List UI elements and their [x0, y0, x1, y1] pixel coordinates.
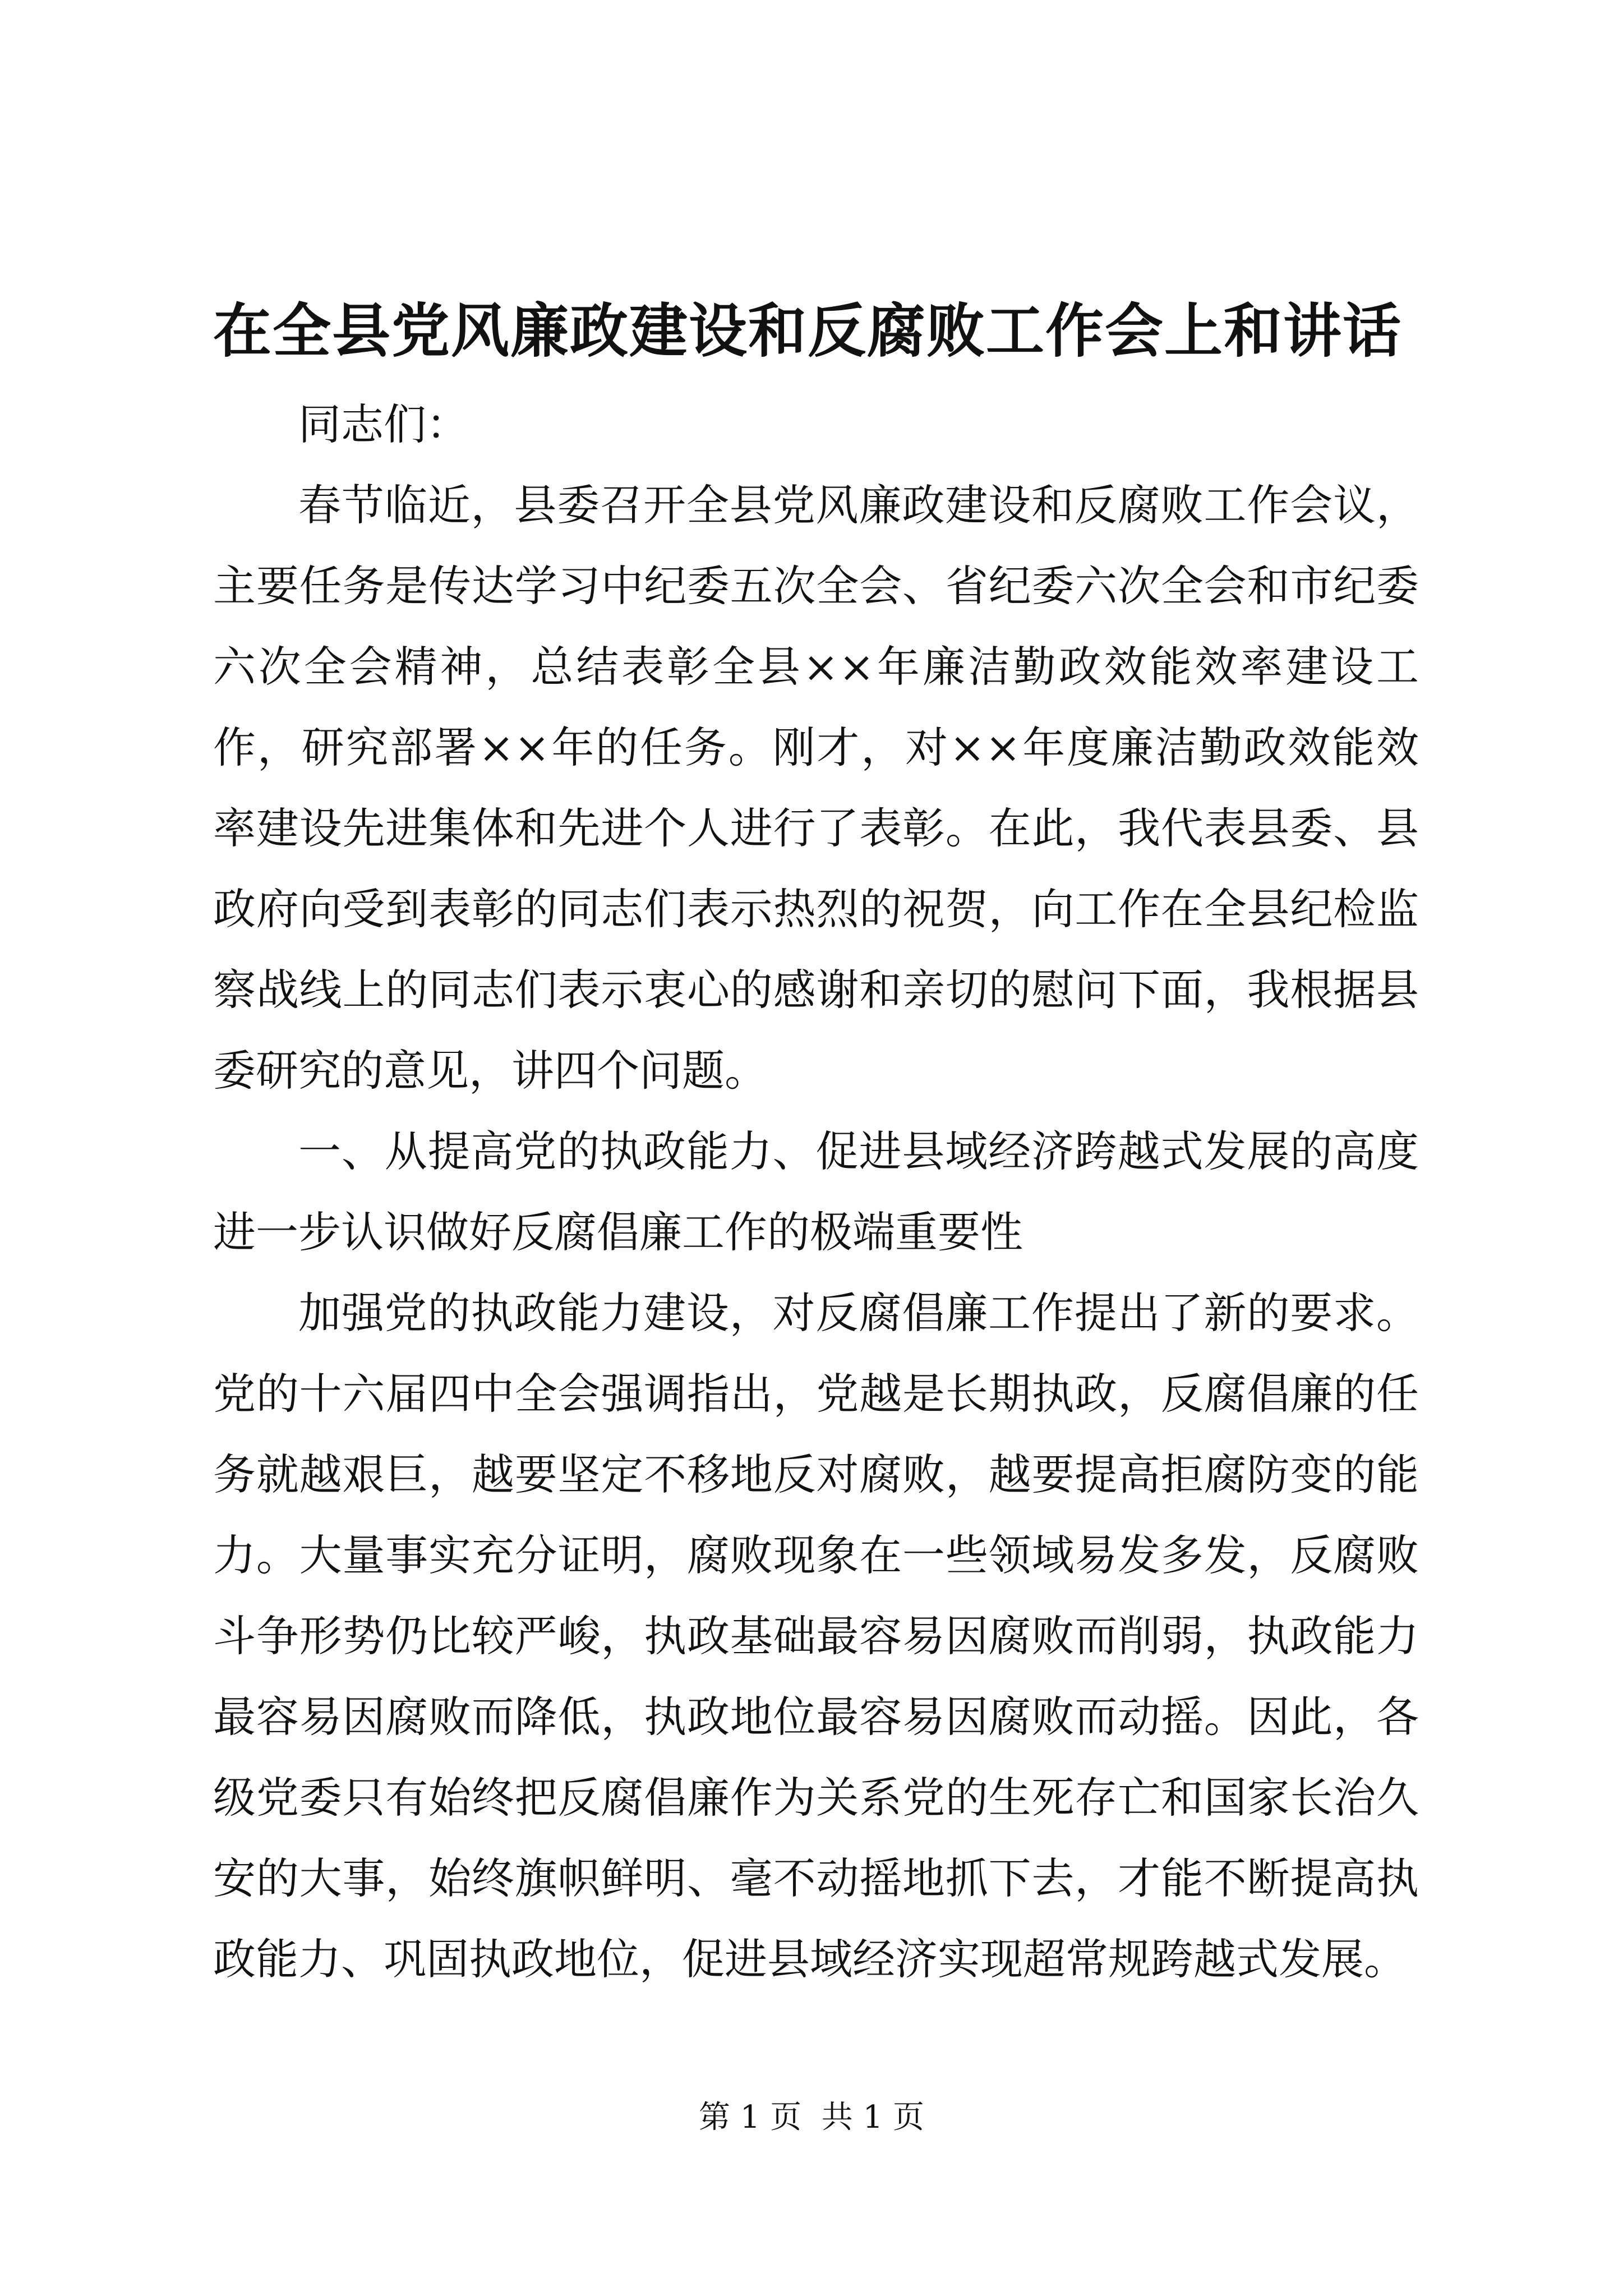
document-title: 在全县党风廉政建设和反腐败工作会上和讲话 — [213, 296, 1403, 365]
page-footer: 第 1 页 共 1 页 — [698, 2099, 925, 2136]
intro-paragraph: 春节临近，县委召开全县党风廉政建设和反腐败工作会议，主要任务是传达学习中纪委五次全会、省纪委六次全会和市纪委六次全会精神，总结表彰全县××年廉洁勤政效能效率建设工作，研究部署××年的任务。刚才，对××年度廉洁勤政效能效率建设先进集体和先进个人进行了表彰。在此，我代表县委、县政府向受到表彰的同志们表示热烈的祝贺，向工作在全县纪检监察战线上的同志们表示衷心的感谢和亲切的慰问下面，我根据县委研究的意见，讲四个问题。 — [213, 480, 1419, 1096]
salutation-paragraph: 同志们： — [298, 399, 469, 449]
section-heading-paragraph: 一、从提高党的执政能力、促进县域经济跨越式发展的高度进一步认识做好反腐倡廉工作的极端重要性 — [213, 1126, 1419, 1257]
document-body — [213, 384, 1419, 2000]
body-paragraph: 加强党的执政能力建设，对反腐倡廉工作提出了新的要求。党的十六届四中全会强调指出，党越是长期执政，反腐倡廉的任务就越艰巨，越要坚定不移地反对腐败，越要提高拒腐防变的能力。大量事实充分证明，腐败现象在一些领域易发多发，反腐败斗争形势仍比较严峻，执政基础最容易因腐败而削弱，执政能力最容易因腐败而降低，执政地位最容易因腐败而动摇。因此，各级党委只有始终把反腐倡廉作为关系党的生死存亡和国家长治久安的大事，始终旗帜鲜明、毫不动摇地抓下去，才能不断提高执政能力、巩固执政地位，促进县域经济实现超常规跨越式发展。 — [213, 1288, 1419, 1984]
